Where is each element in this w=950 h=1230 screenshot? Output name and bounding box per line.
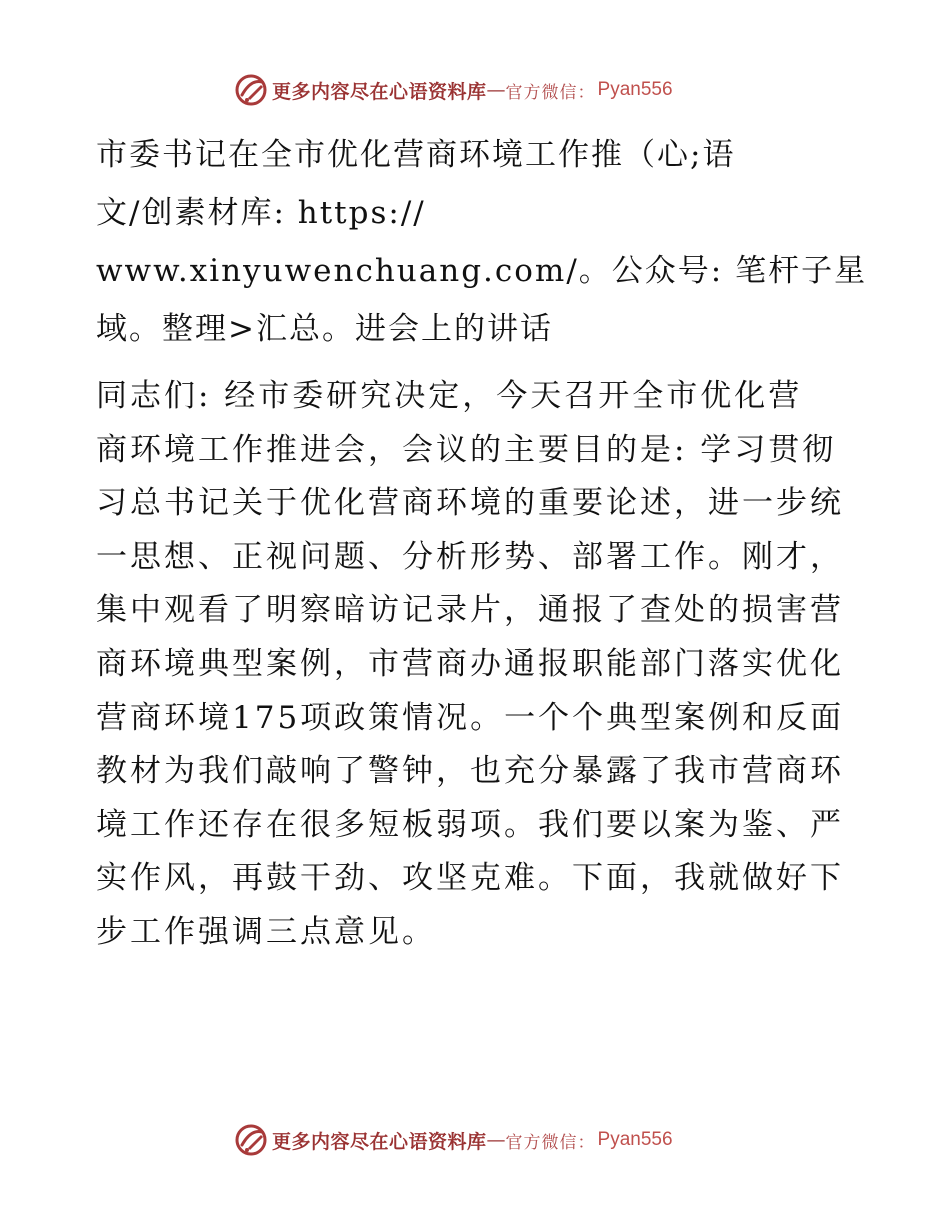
banner-separator: — [486, 1129, 506, 1151]
banner-wechat-label: 官方微信： [505, 1132, 596, 1153]
banner-handle: Pyan556 [597, 79, 673, 100]
banner-title: 更多内容尽在心语资料库 [272, 1130, 487, 1153]
title-line: 域。整理>汇总。进会上的讲话 [96, 311, 553, 347]
pen-logo-icon [234, 73, 268, 107]
title-line: 文/创素材库: https:// [96, 195, 426, 231]
body-line: 习总书记关于优化营商环境的重要论述，进一步统 [96, 485, 844, 522]
title-line: 市委书记在全市优化营商环境工作推（心;语 [96, 137, 736, 173]
title-line: www.xinyuwenchuang.com/。公众号: 笔杆子星 [96, 253, 868, 289]
footer-banner [234, 1122, 673, 1158]
body-line: 实作风，再鼓干劲、攻坚克难。下面，我就做好下 [96, 860, 844, 897]
body-line: 同志们: 经市委研究决定，今天召开全市优化营 [96, 378, 803, 414]
body-line: 集中观看了明察暗访记录片，通报了查处的损害营 [96, 592, 844, 629]
body-line: 商环境典型案例，市营商办通报职能部门落实优化 [96, 645, 844, 682]
header-banner [234, 72, 673, 108]
body-line: 步工作强调三点意见。 [96, 913, 436, 950]
banner-handle: Pyan556 [597, 1129, 673, 1150]
body-line: 商环境工作推进会，会议的主要目的是: 学习贯彻 [96, 431, 837, 468]
banner-separator: — [486, 79, 506, 101]
banner-wechat-label: 官方微信： [505, 82, 596, 103]
body-line: 教材为我们敲响了警钟，也充分暴露了我市营商环 [96, 753, 844, 790]
body-line: 一思想、正视问题、分析形势、部署工作。刚才， [96, 538, 844, 575]
speech-body [96, 370, 856, 960]
body-line: 境工作还存在很多短板弱项。我们要以案为鉴、严 [96, 806, 844, 843]
pen-logo-icon [234, 1123, 268, 1157]
body-line: 营商环境175项政策情况。一个个典型案例和反面 [96, 699, 845, 736]
banner-title: 更多内容尽在心语资料库 [272, 80, 487, 103]
document-title [96, 126, 868, 358]
